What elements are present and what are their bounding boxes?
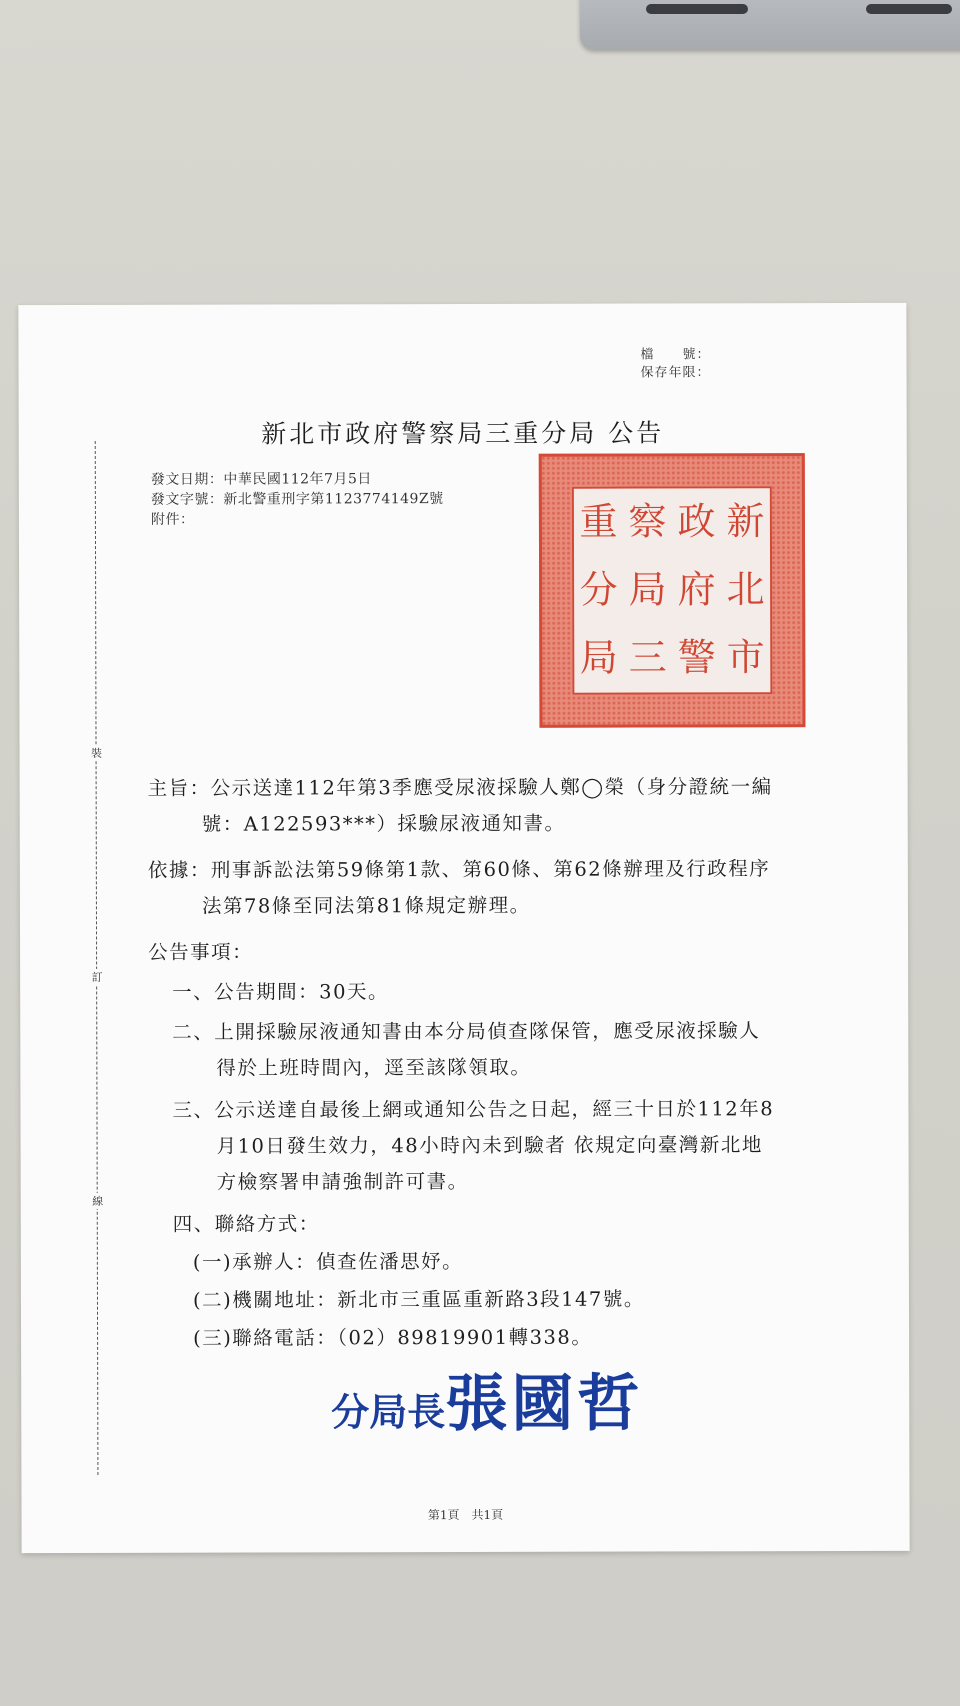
seal-glyph: 分 [579,567,618,612]
document-title: 新北市政府警察局三重分局 公告 [261,418,665,449]
contact-phone: (三)聯絡電話：（02）89819901轉338。 [193,1325,593,1350]
bracket-slot [866,4,952,14]
notice-item-4: 四、聯絡方式： [172,1212,320,1236]
official-seal [539,453,806,728]
seal-glyph: 三 [628,635,667,680]
notice-item-3-line-3: 方檢察署申請強制許可書。 [216,1169,469,1194]
subject-line-2: 號：A122593***）採驗尿液通知書。 [201,811,566,836]
basis-line-1: 依據：刑事訴訟法第59條第1款、第60條、第62條辦理及行政程序 [147,857,771,882]
contact-address: (二)機關地址：新北市三重區重新路3段147號。 [192,1287,645,1312]
contact-handler: (一)承辦人：偵查佐潘思妤。 [192,1250,464,1274]
notice-item-3-line-1: 三、公示送達自最後上網或通知公告之日起，經三十日於112年8 [172,1097,775,1122]
notice-item-2-line-1: 二、上開採驗尿液通知書由本分局偵查隊保管，應受尿液採驗人 [172,1019,761,1044]
seal-glyph: 市 [726,635,765,680]
seal-glyph: 府 [677,567,716,612]
issue-number: 發文字號：新北警重刑字第1123774149Z號 [150,491,444,508]
subject-line-1: 主旨：公示送達112年第3季應受尿液採驗人鄭◯榮（身分證統一編 [147,775,773,800]
seal-glyph: 局 [628,567,667,612]
issue-date: 發文日期：中華民國112年7月5日 [150,471,372,488]
binding-mark: 線 [89,1193,107,1209]
metal-bracket [580,0,960,50]
notice-heading: 公告事項： [148,940,254,964]
seal-glyph: 北 [726,567,765,612]
director-signature [331,1354,643,1444]
notice-item-2-line-2: 得於上班時間內，逕至該隊領取。 [216,1055,532,1080]
seal-glyph: 政 [677,499,716,544]
bracket-slot [646,4,748,14]
seal-inner-field [572,486,773,695]
signature-name: 張國哲 [445,1366,644,1441]
archive-number-label: 檔 號： [640,347,711,363]
seal-glyph: 警 [677,635,716,680]
attachment-label: 附件： [150,511,195,528]
binding-line [95,441,99,1475]
seal-glyph: 新 [726,499,765,544]
seal-glyph: 察 [628,499,667,544]
signature-title: 分局長 [331,1389,446,1435]
binding-mark: 訂 [88,969,106,985]
seal-glyph: 重 [579,499,618,544]
page-indicator: 第1頁 共1頁 [427,1507,504,1523]
binding-mark: 裝 [88,745,106,761]
notice-paper [18,303,909,1553]
basis-line-2: 法第78條至同法第81條規定辦理。 [201,893,531,918]
retention-period-label: 保存年限： [640,365,711,381]
seal-glyph: 局 [579,635,618,680]
notice-item-1: 一、公告期間：30天。 [172,980,390,1004]
notice-item-3-line-2: 月10日發生效力，48小時內未到驗者 依規定向臺灣新北地 [216,1133,763,1158]
